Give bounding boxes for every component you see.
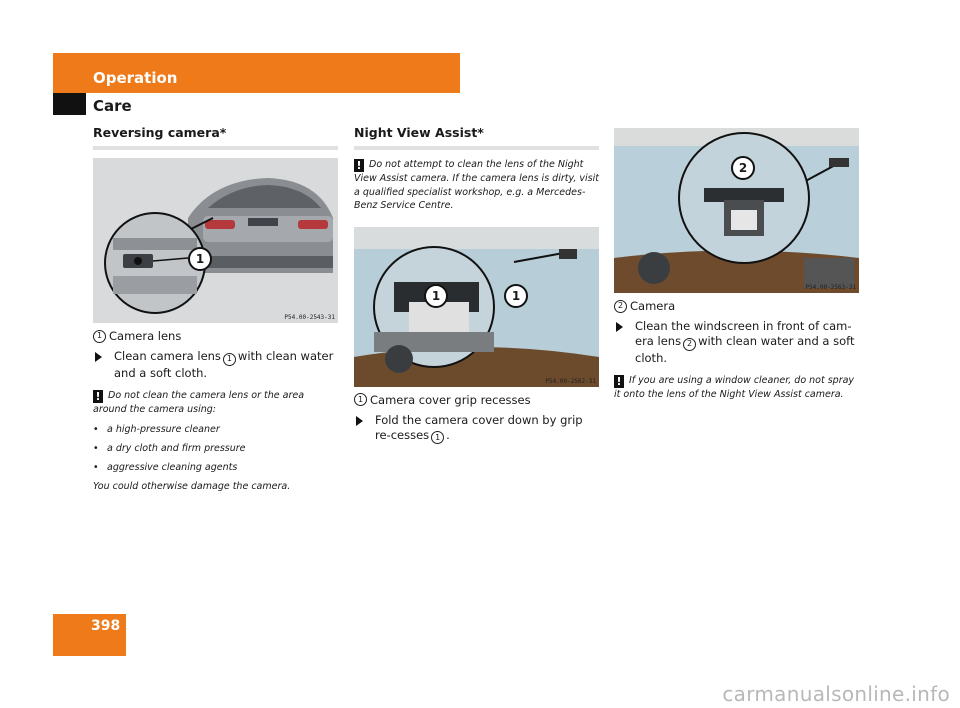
- legend-item: [354, 393, 599, 407]
- warning-icon: !: [93, 390, 103, 403]
- callout-number: 2: [683, 338, 696, 351]
- image-caption: P54.00-2563-31: [805, 284, 856, 291]
- legend-text: Camera: [630, 299, 676, 313]
- callout-number: 2: [614, 300, 627, 313]
- chapter-tab: [53, 93, 86, 115]
- bullet-item: • a dry cloth and firm pressure: [93, 443, 246, 454]
- night-view-heading: Night View Assist*: [354, 125, 484, 140]
- night-view-camera-section: [614, 128, 859, 405]
- callout-number: 1: [354, 393, 367, 406]
- step-arrow-icon: [95, 352, 102, 362]
- legend-item: [614, 299, 859, 313]
- step-text: Clean the windscreen in front of cam-era lens 2 with clean water and a soft cloth.: [635, 319, 855, 365]
- callout-1: 1: [424, 284, 448, 308]
- image-caption: P54.00-2543-31: [284, 314, 335, 321]
- instruction-step: [354, 413, 599, 445]
- callout-1: 1: [188, 247, 212, 271]
- night-view-camera-photo: [614, 128, 859, 293]
- instruction-step: [614, 319, 859, 366]
- bullet-item: • a high-pressure cleaner: [93, 424, 220, 435]
- night-view-section: [354, 125, 599, 450]
- callout-number: 1: [223, 353, 236, 366]
- legend-text: Camera cover grip recesses: [370, 392, 531, 407]
- step-text: Clean camera lens 1 with clean water and a soft cloth.: [114, 349, 334, 380]
- warning-icon: !: [614, 375, 624, 388]
- chapter-title: Care: [93, 97, 132, 115]
- watermark: carmanualsonline.info: [722, 682, 950, 706]
- warning-note: ! If you are using a window cleaner, do not spray it onto the lens of the Night View Assist camera.: [614, 374, 855, 400]
- reversing-camera-heading: Reversing camera*: [93, 125, 227, 140]
- callout-1: 1: [504, 284, 528, 308]
- step-arrow-icon: [356, 416, 363, 426]
- warning-note: ! Do not clean the camera lens or the area around the camera using:: [93, 389, 305, 415]
- callout-number: 1: [93, 330, 106, 343]
- instruction-step: [93, 349, 338, 381]
- warning-outro: You could otherwise damage the camera.: [93, 481, 291, 492]
- bullet-item: • aggressive cleaning agents: [93, 462, 238, 473]
- image-caption: P54.00-2562-31: [545, 377, 596, 385]
- reversing-camera-section: [93, 125, 338, 492]
- step-text: Fold the camera cover down by grip re-cesses 1 .: [375, 413, 599, 445]
- legend-text: Camera lens: [109, 329, 182, 343]
- legend-item: [93, 329, 338, 343]
- warning-icon: !: [354, 159, 364, 172]
- step-arrow-icon: [616, 322, 623, 332]
- heading-rule: [354, 146, 599, 150]
- callout-number: 1: [431, 431, 444, 444]
- callout-2: 2: [731, 156, 755, 180]
- heading-rule: [93, 146, 338, 150]
- page-number: 398: [91, 618, 121, 634]
- warning-note: ! Do not attempt to clean the lens of the Night View Assist camera. If the camera lens is dirty, visit a qualified specialist workshop, e.g. a Mercedes-Benz Service Centre.: [354, 159, 599, 211]
- section-title: Operation: [93, 69, 178, 87]
- reversing-camera-photo: [93, 158, 338, 323]
- night-view-photo: [354, 227, 599, 387]
